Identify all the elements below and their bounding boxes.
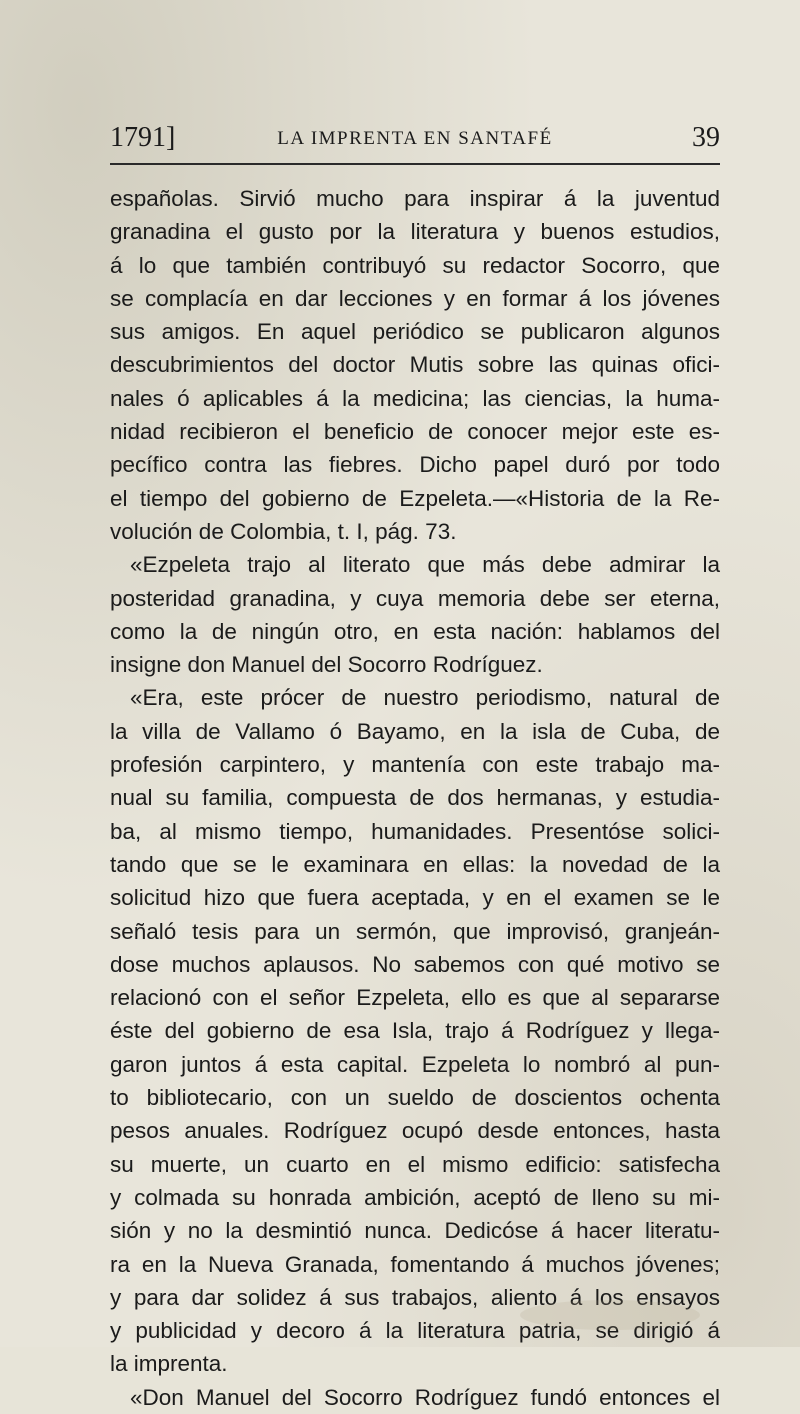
text-line: «Ezpeleta trajo al literato que más debe admirar la [130, 552, 720, 578]
text-line: to bibliotecario, con un sueldo de doscientos ochenta [110, 1085, 720, 1111]
text-line: nales ó aplicables á la medicina; las ciencias, la huma- [110, 385, 720, 411]
text-line: éste del gobierno de esa Isla, trajo á Rodríguez y llega- [110, 1018, 720, 1044]
paper-stain [520, 1300, 700, 1330]
text-line: «Don Manuel del Socorro Rodríguez fundó entonces el [130, 1384, 720, 1410]
text-line: nidad recibieron el beneficio de conocer mejor este es- [110, 419, 720, 445]
text-line: la imprenta. [110, 1351, 228, 1377]
text-line: «Era, este prócer de nuestro periodismo, natural de [130, 685, 720, 711]
text-line: el tiempo del gobierno de Ezpeleta.—«Historia de la Re- [110, 485, 720, 511]
text-line: sus amigos. En aquel periódico se publicaron algunos [110, 319, 720, 345]
text-line: su muerte, un cuarto en el mismo edificio: satisfecha [110, 1151, 720, 1177]
text-line: garon juntos á esta capital. Ezpeleta lo nombró al pun- [110, 1051, 720, 1077]
text-line: insigne don Manuel del Socorro Rodríguez. [110, 652, 543, 678]
header-year: 1791] [110, 122, 176, 153]
text-line: tando que se le examinara en ellas: la novedad de la [110, 851, 720, 877]
text-line: pesos anuales. Rodríguez ocupó desde entonces, hasta [110, 1118, 720, 1144]
text-line: y para dar solidez á sus trabajos, aliento á los ensayos [110, 1284, 720, 1310]
text-line: relacionó con el señor Ezpeleta, ello es que al separarse [110, 985, 720, 1011]
text-line: y colmada su honrada ambición, aceptó de lleno su mi- [110, 1184, 720, 1210]
text-line: ra en la Nueva Granada, fomentando á muchos jóvenes; [110, 1251, 720, 1277]
text-line: dose muchos aplausos. No sabemos con qué motivo se [110, 951, 720, 977]
header-rule [110, 163, 720, 165]
text-line: volución de Colombia, t. I, pág. 73. [110, 518, 457, 544]
running-header [110, 118, 720, 158]
text-line: y publicidad y decoro á la literatura patria, se dirigió á [110, 1318, 720, 1344]
text-line: granadina el gusto por la literatura y buenos estudios, [110, 219, 720, 245]
text-line: como la de ningún otro, en esta nación: hablamos del [110, 618, 720, 644]
running-title: LA IMPRENTA EN SANTAFÉ [277, 128, 553, 149]
text-line: solicitud hizo que fuera aceptada, y en el examen se le [110, 885, 720, 911]
body-text [110, 182, 720, 1414]
text-line: pecífico contra las fiebres. Dicho papel duró por todo [110, 452, 720, 478]
text-line: señaló tesis para un sermón, que improvisó, granjeán- [110, 918, 720, 944]
text-line: españolas. Sirvió mucho para inspirar á la juventud [110, 186, 720, 211]
text-line: la villa de Vallamo ó Bayamo, en la isla de Cuba, de [110, 718, 720, 744]
page-number: 39 [692, 122, 720, 153]
text-line: se complacía en dar lecciones y en formar á los jóvenes [110, 285, 720, 311]
text-line: nual su familia, compuesta de dos hermanas, y estudia- [110, 785, 720, 811]
text-line: posteridad granadina, y cuya memoria debe ser eterna, [110, 585, 720, 611]
text-line: ba, al mismo tiempo, humanidades. Presentóse solici- [110, 818, 720, 844]
text-line: sión y no la desmintió nunca. Dedicóse á hacer literatu- [110, 1218, 720, 1244]
text-line: profesión carpintero, y mantenía con este trabajo ma- [110, 752, 720, 778]
text-line: á lo que también contribuyó su redactor Socorro, que [110, 252, 720, 278]
text-line: descubrimientos del doctor Mutis sobre las quinas ofici- [110, 352, 720, 378]
